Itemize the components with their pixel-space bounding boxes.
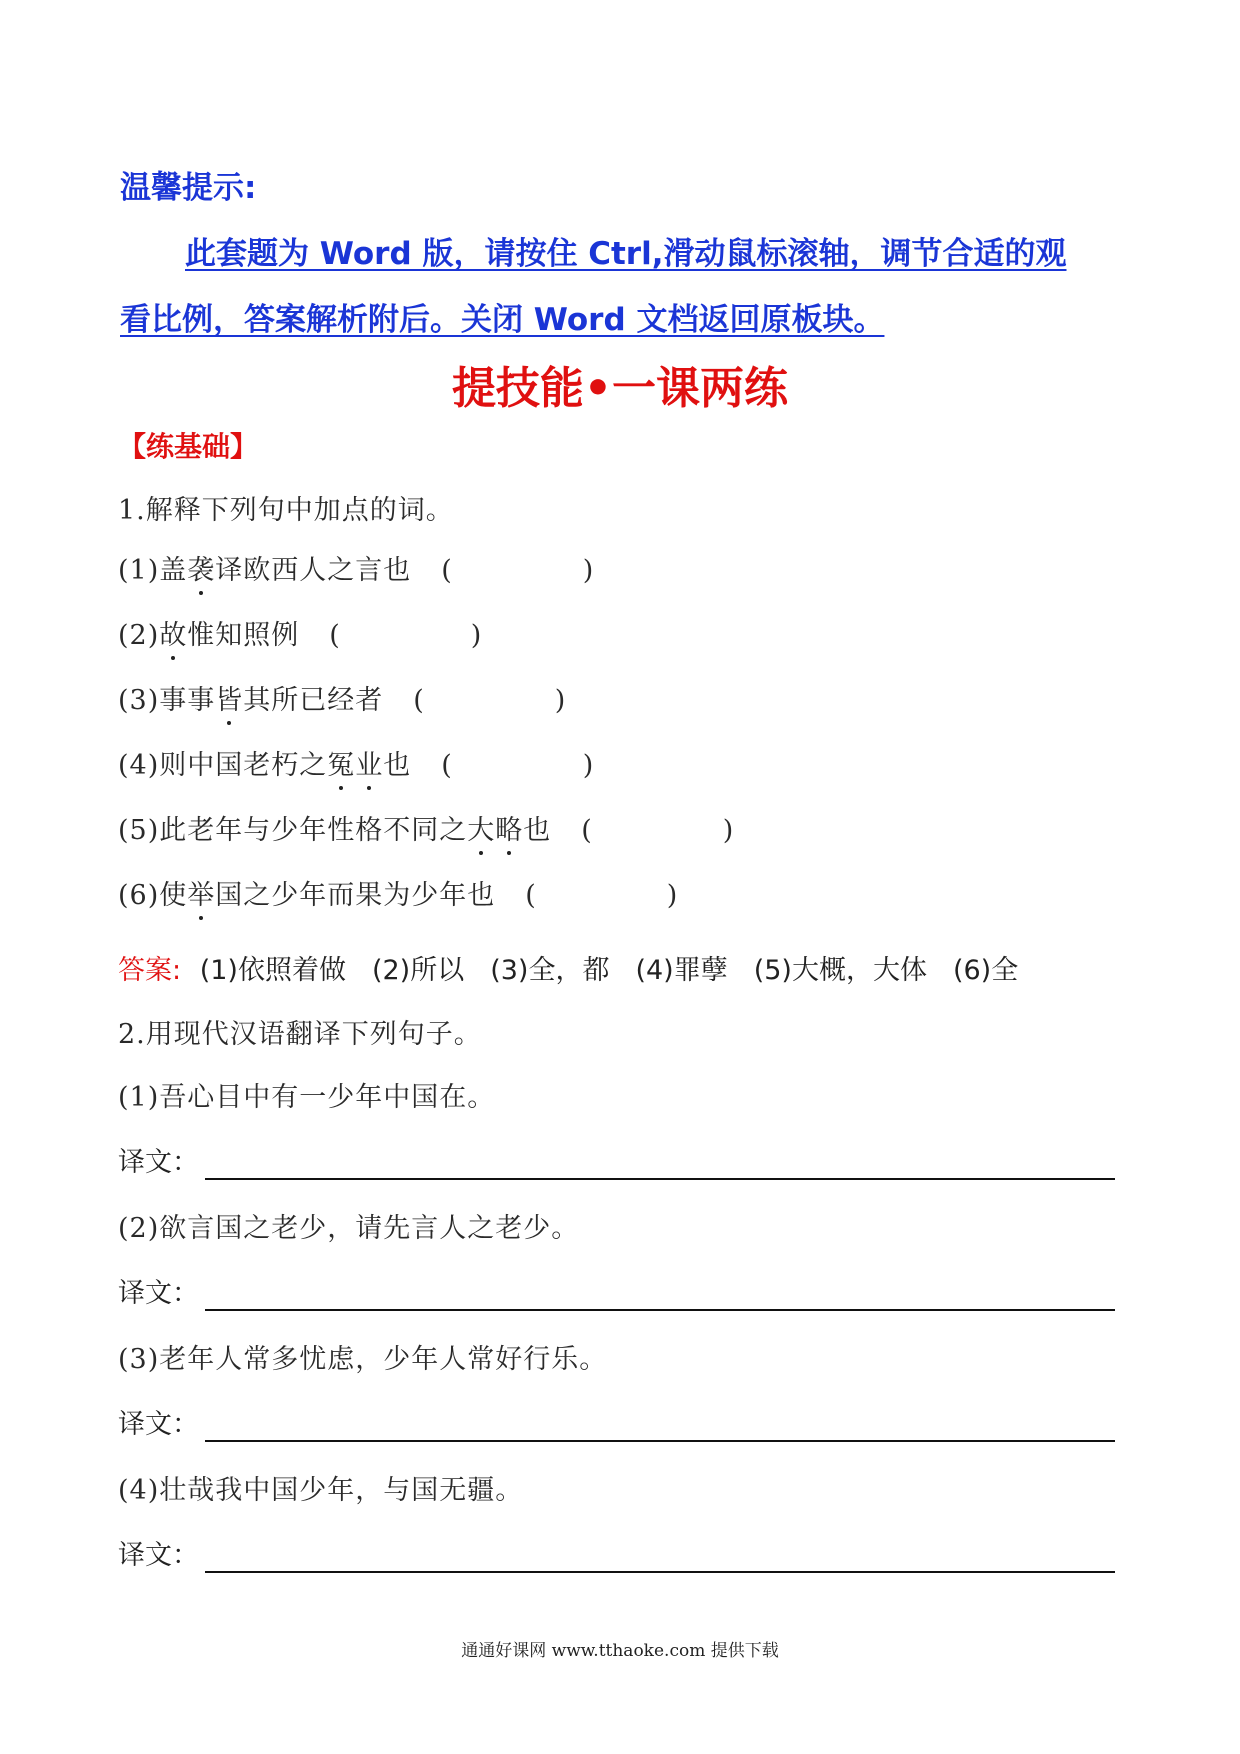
question-1-item: [118, 743, 594, 782]
emphasis-char: 业: [355, 743, 383, 782]
item-text: 则中国老朽之: [159, 750, 328, 781]
question-2-item: (4)壮哉我中国少年，与国无疆。: [118, 1475, 524, 1506]
section-label: 【练基础】: [118, 430, 259, 463]
item-text: 译欧西人之言也: [215, 555, 412, 586]
item-number: (5): [118, 815, 160, 846]
item-text: 惟知照例: [187, 620, 300, 651]
notice-line-2: 看比例，答案解析附后。关闭 Word 文档返回原板块。: [120, 302, 885, 338]
paren-open: (: [413, 685, 425, 716]
dotted-word: [187, 880, 215, 911]
answer-item: (1)依照着做: [199, 955, 346, 986]
item-text: 也: [523, 815, 552, 846]
item-text: 也: [383, 750, 412, 781]
item-text: 此老年与少年性格不同之: [159, 815, 468, 846]
answer-label: 答案:: [118, 955, 182, 986]
emphasis-char: 举: [187, 873, 215, 912]
paren-close: ): [666, 880, 679, 911]
question-2-item: (2)欲言国之老少，请先言人之老少。: [118, 1213, 580, 1244]
answer-item: (6)全: [952, 955, 1019, 986]
emphasis-char: 袭: [187, 548, 215, 587]
answer-item: (2)所以: [371, 955, 465, 986]
paren-close: ): [722, 815, 735, 846]
translation-line: [205, 1440, 1115, 1442]
item-text: 国之少年而果为少年也: [215, 880, 496, 911]
emphasis-char: 略: [495, 808, 523, 847]
paren-open: (: [441, 555, 453, 586]
translation-line: [205, 1309, 1115, 1311]
translation-line: [205, 1178, 1115, 1180]
item-number: (4): [118, 750, 160, 781]
emphasis-char: 冤: [327, 743, 355, 782]
question-1-item: [118, 678, 566, 717]
paren-open: (: [329, 620, 341, 651]
item-text: 使: [159, 880, 188, 911]
paren-close: ): [582, 750, 595, 781]
question-1-stem: 1.解释下列句中加点的词。: [118, 495, 454, 526]
dotted-word: [467, 815, 523, 846]
dotted-word: [327, 750, 383, 781]
question-2-stem: 2.用现代汉语翻译下列句子。: [118, 1019, 482, 1050]
notice-title: 温馨提示:: [120, 170, 257, 206]
question-2-item: (3)老年人常多忧虑，少年人常好行乐。: [118, 1344, 608, 1375]
question-2-item: (1)吾心目中有一少年中国在。: [118, 1082, 496, 1113]
paren-open: (: [581, 815, 593, 846]
question-1-item: [118, 613, 482, 652]
page-title: 提技能•一课两练: [451, 363, 789, 414]
emphasis-char: 皆: [215, 678, 243, 717]
paren-close: ): [470, 620, 483, 651]
paren-open: (: [525, 880, 537, 911]
item-text: 其所已经者: [243, 685, 384, 716]
dotted-word: [187, 555, 215, 586]
paren-close: ): [582, 555, 595, 586]
item-text: 事事: [159, 685, 216, 716]
item-number: (1): [118, 555, 160, 586]
paren-close: ): [554, 685, 567, 716]
translation-line: [205, 1571, 1115, 1573]
question-1-item: [118, 808, 734, 847]
answer-item: (5)大概，大体: [753, 955, 927, 986]
emphasis-char: 故: [159, 613, 187, 652]
answer-item: (3)全，都: [490, 955, 610, 986]
translation-label: 译文：: [118, 1409, 199, 1440]
item-text: 盖: [159, 555, 188, 586]
translation-label: 译文：: [118, 1540, 199, 1571]
translation-label: 译文：: [118, 1278, 199, 1309]
answer-item: (4)罪孽: [635, 955, 728, 986]
footer: 通通好课网 www.tthaoke.com 提供下载: [461, 1641, 779, 1661]
item-number: (3): [118, 685, 160, 716]
item-number: (2): [118, 620, 160, 651]
notice-line-1: 此套题为 Word 版，请按住 Ctrl,滑动鼠标滚轴，调节合适的观: [185, 236, 1067, 272]
item-number: (6): [118, 880, 160, 911]
question-1-item: [118, 873, 678, 912]
dotted-word: [215, 685, 243, 716]
dotted-word: [159, 620, 187, 651]
answer-line: [118, 948, 1044, 987]
translation-label: 译文：: [118, 1147, 199, 1178]
emphasis-char: 大: [467, 808, 495, 847]
question-1-item: [118, 548, 594, 587]
paren-open: (: [441, 750, 453, 781]
